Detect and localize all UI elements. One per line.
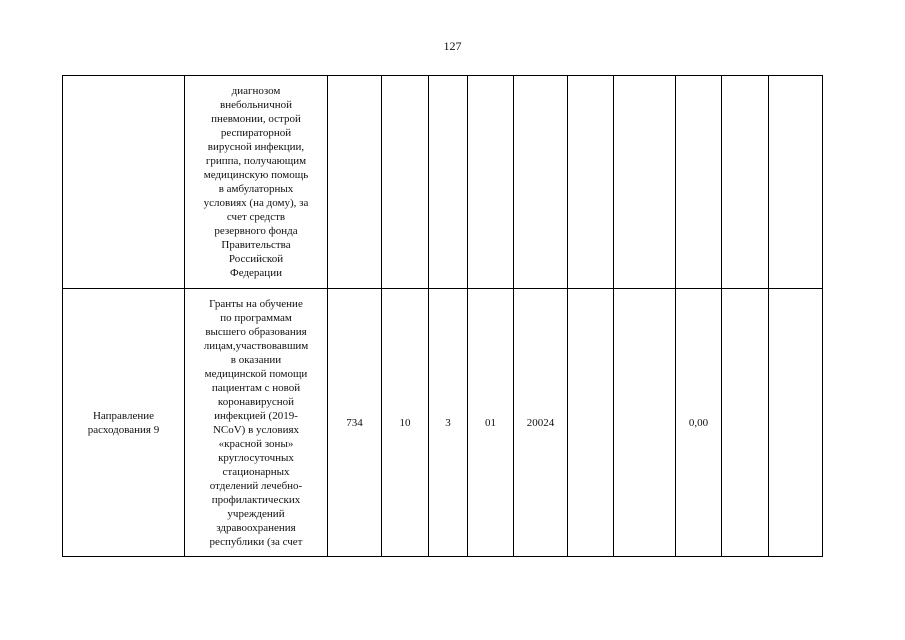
code-cell-6 — [568, 289, 614, 557]
code-cell-3: 3 — [429, 289, 468, 557]
code-cell-5: 20024 — [514, 289, 568, 557]
table-row — [63, 289, 823, 557]
code-cell-6 — [568, 76, 614, 289]
direction-name-cell — [63, 289, 185, 557]
code-cell-4 — [468, 76, 514, 289]
description-cell — [185, 289, 328, 557]
code-cell-2 — [382, 76, 429, 289]
code-cell-2: 10 — [382, 289, 429, 557]
amount-cell-3 — [722, 76, 769, 289]
direction-name: Направление расходования 9 — [87, 409, 160, 436]
page-number: 127 — [443, 39, 462, 53]
amount-cell-2: 0,00 — [676, 289, 722, 557]
amount-cell-3 — [722, 289, 769, 557]
amount-cell-4 — [769, 289, 823, 557]
amount-cell-4 — [769, 76, 823, 289]
direction-name-cell — [63, 76, 185, 289]
amount-cell-1 — [614, 289, 676, 557]
amount-cell-1 — [614, 76, 676, 289]
code-cell-4: 01 — [468, 289, 514, 557]
description-text: Гранты на обучение по программам высшего образования лицам,участвовавшим в оказании медицинской помощи пациентам с новой коронавирусной инфекцией (2019- NCoV) в условиях «красной зоны» круглосуточных стационарных отделений лечебно- профилактических учреждений здравоохранения республики (за счет — [203, 297, 309, 548]
code-cell-5 — [514, 76, 568, 289]
code-cell-1: 734 — [328, 289, 382, 557]
description-text: диагнозом внебольничной пневмонии, острой респираторной вирусной инфекции, гриппа, получающим медицинскую помощь в амбулаторных условиях (на дому), за счет средств резервного фонда Правительства Российской Федерации — [203, 85, 309, 279]
budget-table — [62, 75, 823, 557]
table-row — [63, 76, 823, 289]
amount-cell-2 — [676, 76, 722, 289]
code-cell-1 — [328, 76, 382, 289]
description-cell — [185, 76, 328, 289]
code-cell-3 — [429, 76, 468, 289]
